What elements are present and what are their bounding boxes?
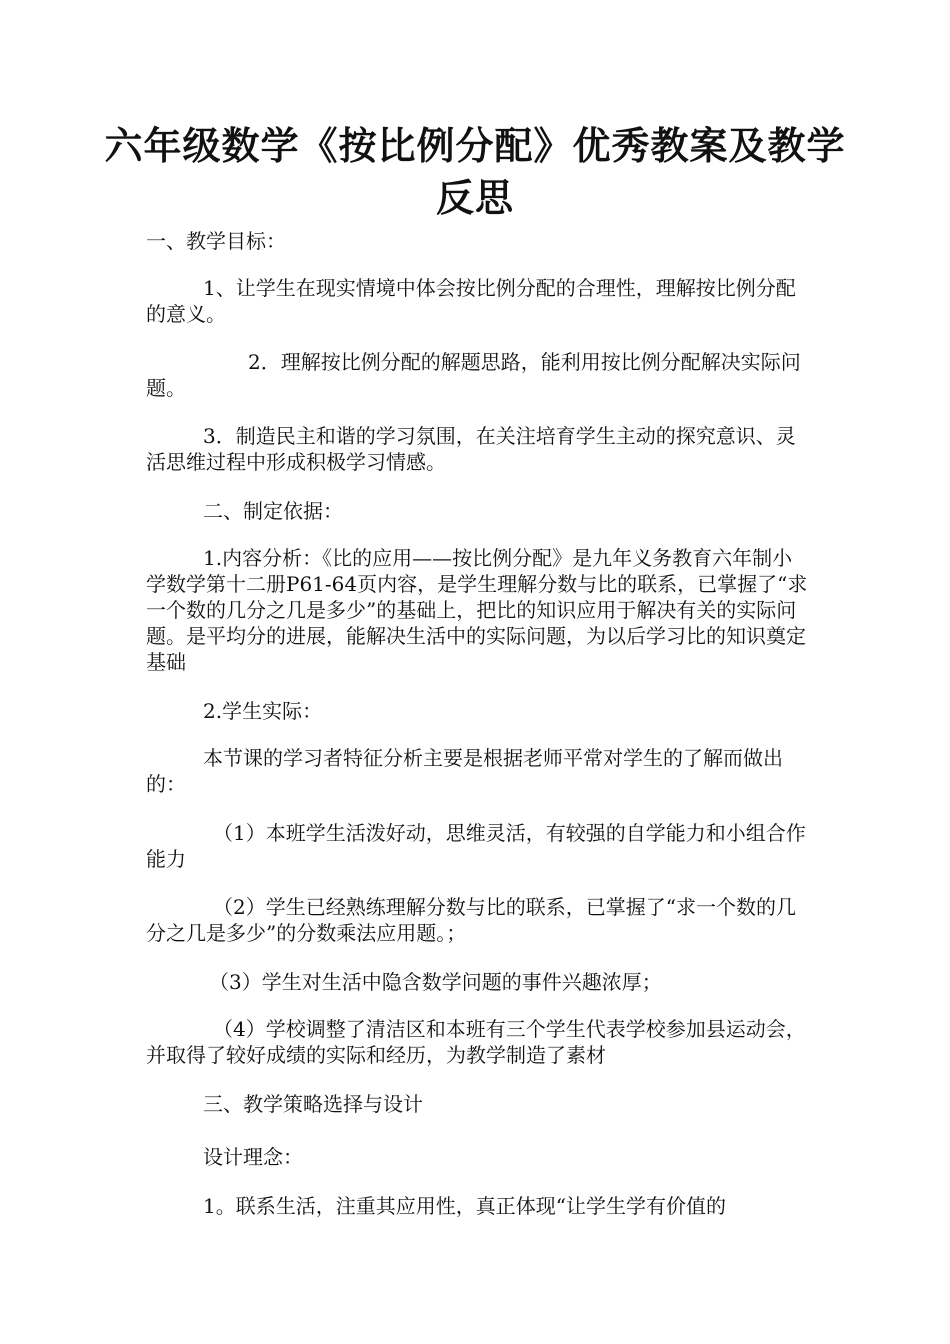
objective-1: 1、让学生在现实情境中体会按比例分配的合理性，理解按比例分配的意义。 [146,276,796,326]
learner-analysis: 本节课的学习者特征分析主要是根据老师平常对学生的了解而做出的： [146,746,783,796]
student-trait-2: （2）学生已经熟练理解分数与比的联系，已掌握了“求一个数的几分之几是多少”的分数乘法应用题。； [146,895,796,945]
student-trait-4: （4）学校调整了清洁区和本班有三个学生代表学校参加县运动会，并取得了较好成绩的实际和经历，为教学制造了素材 [146,1017,806,1067]
student-reality-heading: 2.学生实际： [203,699,323,723]
student-trait-1: （1）本班学生活泼好动，思维灵活，有较强的自学能力和小组合作能力 [146,821,806,871]
section-heading-basis: 二、制定依据： [203,499,343,523]
design-concept-heading: 设计理念： [203,1145,303,1169]
student-trait-3: （3）学生对生活中隐含数学问题的事件兴趣浓厚； [209,970,662,994]
objective-3: 3．制造民主和谐的学习氛围，在关注培育学生主动的探究意识、灵活思维过程中形成积极学习情感。 [146,424,796,474]
document-title: 六年级数学《按比例分配》优秀教案及教学反思 [104,124,846,220]
section-heading-objectives: 一、教学目标： [146,229,286,253]
design-concept-1: 1。联系生活，注重其应用性，真正体现“让学生学有价值的 [203,1194,726,1218]
objective-2: 2．理解按比例分配的解题思路，能利用按比例分配解决实际问题。 [146,350,801,400]
section-heading-strategy: 三、教学策略选择与设计 [203,1092,423,1116]
content-analysis: 1.内容分析：《比的应用——按比例分配》是九年义务教育六年制小学数学第十二册P61-64页内容，是学生理解分数与比的联系，已掌握了“求一个数的几分之几是多少”的基础上，把比的知识应用于解决有关的实际问题。是平均分的进展，能解决生活中的实际问题，为以后学习比的知识奠定基础 [146,546,808,674]
